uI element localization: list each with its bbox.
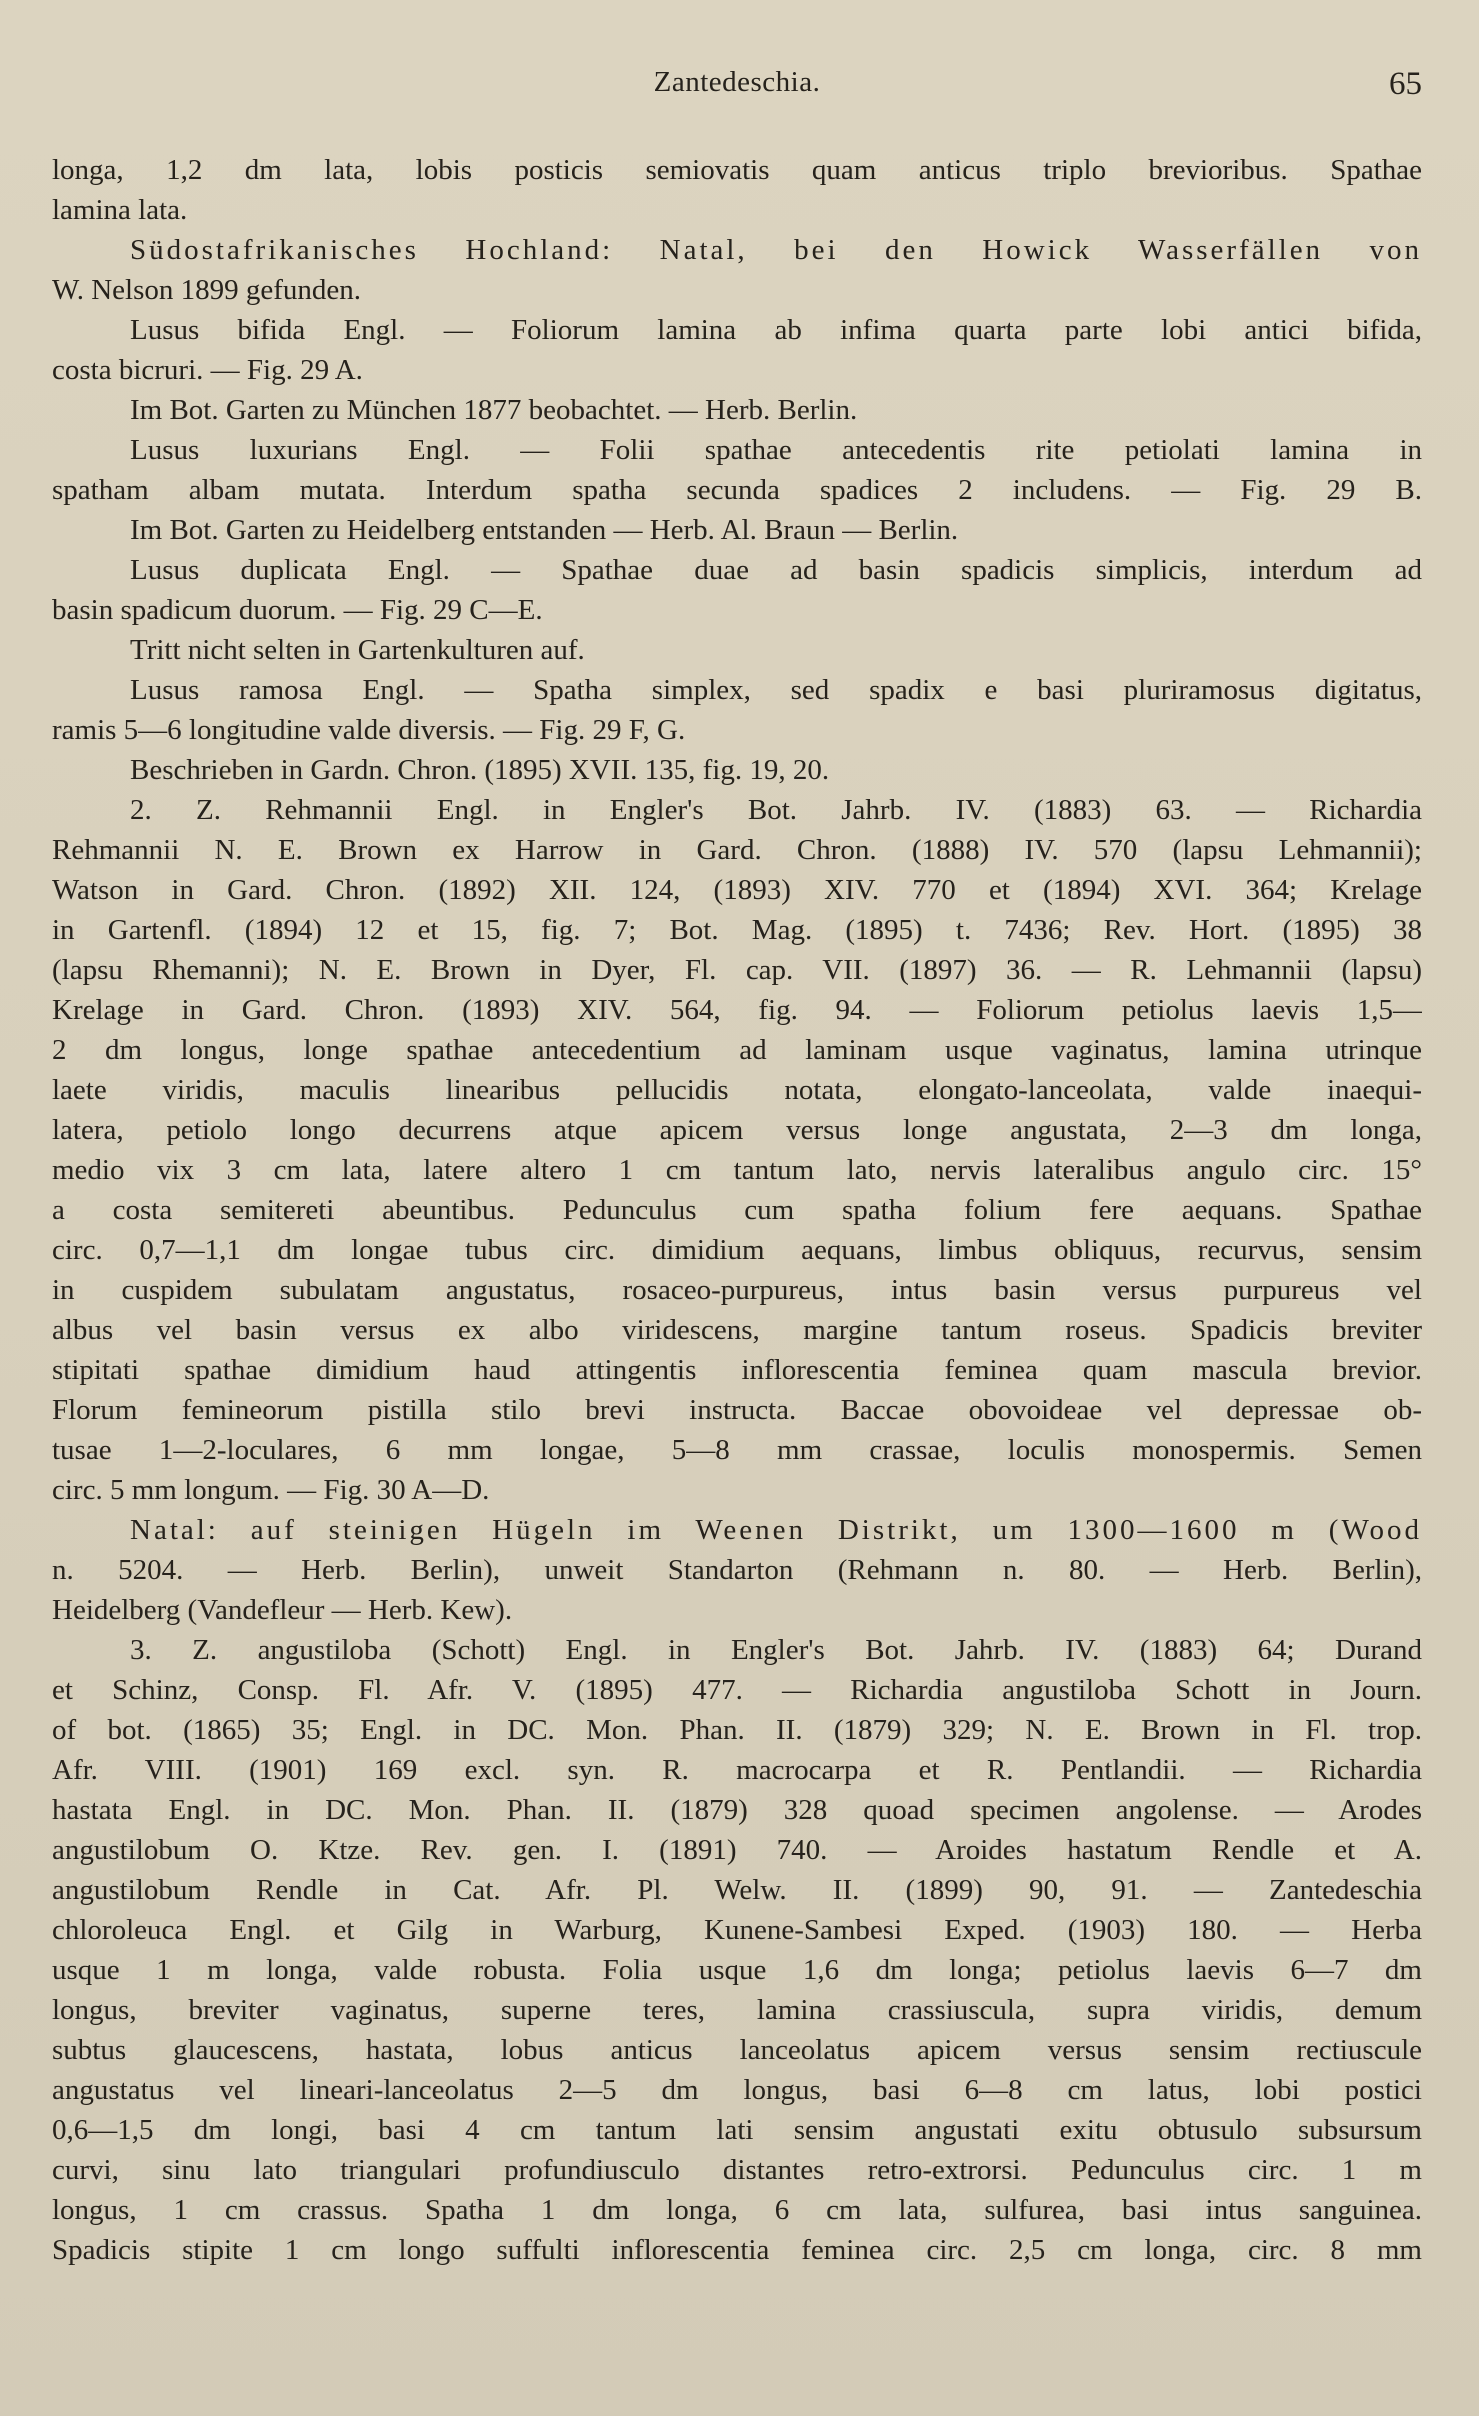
text-line: Watson in Gard. Chron. (1892) XII. 124, (1893) XIV. 770 et (1894) XVI. 364; Krelage	[52, 874, 1422, 906]
text-line: Lusus duplicata Engl. — Spathae duae ad basin spadicis simplicis, interdum ad	[130, 554, 1422, 586]
text-line: in cuspidem subulatam angustatus, rosaceo-purpureus, intus basin versus purpureus vel	[52, 1274, 1422, 1306]
text-line: spatham albam mutata. Interdum spatha secunda spadices 2 includens. — Fig. 29 B.	[52, 474, 1422, 506]
text-line: basin spadicum duorum. — Fig. 29 C—E.	[52, 594, 543, 626]
text-line: Im Bot. Garten zu Heidelberg entstanden — Herb. Al. Braun — Berlin.	[130, 514, 959, 546]
text-line: Lusus ramosa Engl. — Spatha simplex, sed spadix e basi pluriramosus digitatus,	[130, 674, 1422, 706]
text-line: et Schinz, Consp. Fl. Afr. V. (1895) 477. — Richardia angustiloba Schott in Journ.	[52, 1674, 1422, 1706]
text-line: longus, breviter vaginatus, superne teres, lamina crassiuscula, supra viridis, demum	[52, 1994, 1422, 2026]
text-line: Florum femineorum pistilla stilo brevi instructa. Baccae obovoideae vel depressae ob-	[52, 1394, 1422, 1426]
text-line: costa bicruri. — Fig. 29 A.	[52, 354, 363, 386]
text-line: of bot. (1865) 35; Engl. in DC. Mon. Phan. II. (1879) 329; N. E. Brown in Fl. trop.	[52, 1714, 1422, 1746]
text-line: latera, petiolo longo decurrens atque apicem versus longe angustata, 2—3 dm longa,	[52, 1114, 1422, 1146]
text-line: Lusus luxurians Engl. — Folii spathae antecedentis rite petiolati lamina in	[130, 434, 1422, 466]
text-line: albus vel basin versus ex albo viridescens, margine tantum roseus. Spadicis breviter	[52, 1314, 1422, 1346]
text-line: Natal: auf steinigen Hügeln im Weenen Distrikt, um 1300—1600 m (Wood	[130, 1514, 1422, 1546]
text-line: Krelage in Gard. Chron. (1893) XIV. 564, fig. 94. — Foliorum petiolus laevis 1,5—	[52, 994, 1422, 1026]
text-line: tusae 1—2-loculares, 6 mm longae, 5—8 mm crassae, loculis monospermis. Semen	[52, 1434, 1422, 1466]
text-line: medio vix 3 cm lata, latere altero 1 cm tantum lato, nervis lateralibus angulo circ. 15°	[52, 1154, 1422, 1186]
text-line: 0,6—1,5 dm longi, basi 4 cm tantum lati sensim angustati exitu obtusulo subsursum	[52, 2114, 1422, 2146]
text-line: angustatus vel lineari-lanceolatus 2—5 dm longus, basi 6—8 cm latus, lobi postici	[52, 2074, 1422, 2106]
text-line: longa, 1,2 dm lata, lobis posticis semiovatis quam anticus triplo brevioribus. Spathae	[52, 154, 1422, 186]
text-line: Rehmannii N. E. Brown ex Harrow in Gard. Chron. (1888) IV. 570 (lapsu Lehmannii);	[52, 834, 1422, 866]
text-line: Heidelberg (Vandefleur — Herb. Kew).	[52, 1594, 513, 1626]
text-line: laete viridis, maculis linearibus pellucidis notata, elongato-lanceolata, valde inaequi-	[52, 1074, 1422, 1106]
text-line: longus, 1 cm crassus. Spatha 1 dm longa, 6 cm lata, sulfurea, basi intus sanguinea.	[52, 2194, 1422, 2226]
page-header	[52, 66, 1422, 110]
text-line: circ. 0,7—1,1 dm longae tubus circ. dimidium aequans, limbus obliquus, recurvus, sensim	[52, 1234, 1422, 1266]
text-line: Lusus bifida Engl. — Foliorum lamina ab infima quarta parte lobi antici bifida,	[130, 314, 1422, 346]
text-line: 2 dm longus, longe spathae antecedentium ad laminam usque vaginatus, lamina utrinque	[52, 1034, 1422, 1066]
text-line: a costa semitereti abeuntibus. Pedunculus cum spatha folium fere aequans. Spathae	[52, 1194, 1422, 1226]
text-line: Südostafrikanisches Hochland: Natal, bei den Howick Wasserfällen von	[130, 234, 1422, 266]
text-line: 2. Z. Rehmannii Engl. in Engler's Bot. Jahrb. IV. (1883) 63. — Richardia	[130, 794, 1422, 826]
text-line: stipitati spathae dimidium haud attingentis inflorescentia feminea quam mascula brevior.	[52, 1354, 1422, 1386]
text-line: in Gartenfl. (1894) 12 et 15, fig. 7; Bot. Mag. (1895) t. 7436; Rev. Hort. (1895) 38	[52, 914, 1422, 946]
text-line: ramis 5—6 longitudine valde diversis. — Fig. 29 F, G.	[52, 714, 686, 746]
text-line: (lapsu Rhemanni); N. E. Brown in Dyer, Fl. cap. VII. (1897) 36. — R. Lehmannii (lapsu)	[52, 954, 1422, 986]
text-line: Im Bot. Garten zu München 1877 beobachtet. — Herb. Berlin.	[130, 394, 858, 426]
text-line: Beschrieben in Gardn. Chron. (1895) XVII. 135, fig. 19, 20.	[130, 754, 830, 786]
text-line: 3. Z. angustiloba (Schott) Engl. in Engler's Bot. Jahrb. IV. (1883) 64; Durand	[130, 1634, 1422, 1666]
text-line: W. Nelson 1899 gefunden.	[52, 274, 362, 306]
text-line: Spadicis stipite 1 cm longo suffulti inflorescentia feminea circ. 2,5 cm longa, circ. 8 mm	[52, 2234, 1422, 2266]
text-line: angustilobum O. Ktze. Rev. gen. I. (1891) 740. — Aroides hastatum Rendle et A.	[52, 1834, 1422, 1866]
text-line: usque 1 m longa, valde robusta. Folia usque 1,6 dm longa; petiolus laevis 6—7 dm	[52, 1954, 1422, 1986]
body-text	[52, 150, 1422, 2310]
text-line: angustilobum Rendle in Cat. Afr. Pl. Welw. II. (1899) 90, 91. — Zantedeschia	[52, 1874, 1422, 1906]
text-line: lamina lata.	[52, 194, 188, 226]
text-line: Afr. VIII. (1901) 169 excl. syn. R. macrocarpa et R. Pentlandii. — Richardia	[52, 1754, 1422, 1786]
text-line: subtus glaucescens, hastata, lobus anticus lanceolatus apicem versus sensim rectiuscule	[52, 2034, 1422, 2066]
text-line: chloroleuca Engl. et Gilg in Warburg, Kunene-Sambesi Exped. (1903) 180. — Herba	[52, 1914, 1422, 1946]
page-number: 65	[1389, 66, 1422, 102]
running-title: Zantedeschia.	[653, 66, 821, 98]
text-line: curvi, sinu lato triangulari profundiusculo distantes retro-extrorsi. Pedunculus circ. 1 m	[52, 2154, 1422, 2186]
text-line: Tritt nicht selten in Gartenkulturen auf.	[130, 634, 585, 666]
text-line	[52, 2270, 1422, 2310]
text-line: circ. 5 mm longum. — Fig. 30 A—D.	[52, 1474, 490, 1506]
text-line: hastata Engl. in DC. Mon. Phan. II. (1879) 328 quoad specimen angolense. — Arodes	[52, 1794, 1422, 1826]
text-line: n. 5204. — Herb. Berlin), unweit Standarton (Rehmann n. 80. — Herb. Berlin),	[52, 1554, 1422, 1586]
